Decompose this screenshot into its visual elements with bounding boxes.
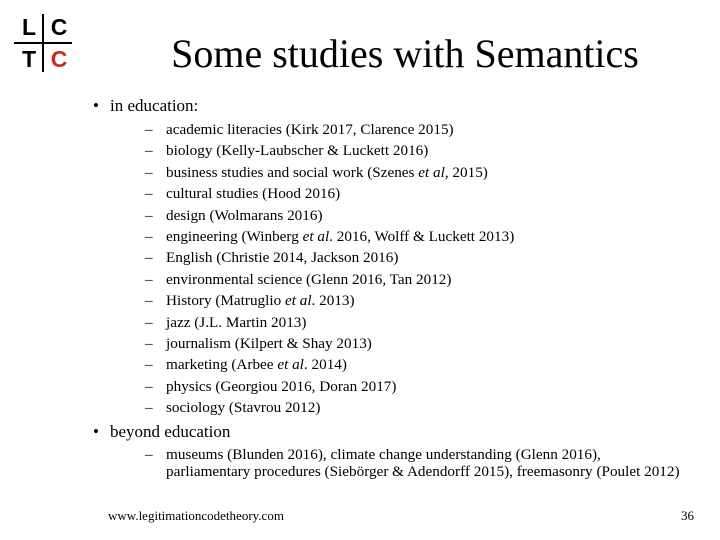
study-item-text: design (Wolmarans 2016): [166, 206, 323, 224]
study-item-text: English (Christie 2014, Jackson 2016): [166, 249, 399, 267]
logo-letter-c-bottom: C: [50, 46, 68, 72]
dash-marker: –: [145, 185, 153, 203]
bullet-in-education: [93, 96, 199, 116]
study-item-text: History (Matruglio: [166, 292, 285, 310]
study-item-text: jazz (J.L. Martin 2013): [166, 313, 307, 331]
study-item: [145, 247, 514, 268]
logo-letter-c-top: C: [50, 14, 68, 40]
study-item: [145, 183, 514, 204]
dash-marker: –: [145, 446, 153, 463]
study-item-text: marketing (Arbee: [166, 356, 278, 374]
study-item-text: business studies and social work (Szenes: [166, 163, 419, 181]
study-item-text: et al: [302, 228, 330, 246]
logo-letter-t: T: [21, 46, 37, 72]
beyond-education-text: museums (Blunden 2016), climate change understanding (Glenn 2016), parliamentary procedures (Siebörger & Adendorff 2015), freemasonry (Poulet 2012): [166, 446, 680, 480]
beyond-education-detail: [145, 446, 686, 480]
dash-marker: –: [145, 270, 153, 288]
bullet-dot: •: [93, 96, 99, 115]
study-item-text: physics (Georgiou 2016, Doran 2017): [166, 377, 397, 395]
bullet-beyond-education: [93, 422, 231, 442]
dash-marker: –: [145, 121, 153, 138]
study-item-text: . 2016, Wolff & Luckett 2013): [329, 228, 515, 246]
study-item: [145, 205, 514, 226]
study-item-text: engineering (Winberg: [166, 228, 303, 246]
study-item-text: cultural studies (Hood 2016): [166, 185, 341, 203]
study-item: [145, 140, 514, 161]
study-item-text: , 2015): [444, 163, 488, 181]
bullet-dot: •: [93, 422, 99, 441]
lctc-logo: [12, 12, 74, 74]
dash-marker: –: [145, 228, 153, 246]
dash-marker: –: [145, 142, 153, 160]
dash-marker: –: [145, 399, 153, 417]
study-item-text: . 2014): [303, 356, 347, 374]
dash-marker: –: [145, 206, 153, 224]
study-item: [145, 119, 514, 140]
study-item-text: environmental science (Glenn 2016, Tan 2012): [166, 270, 452, 288]
dash-marker: –: [145, 335, 153, 353]
study-item-text: . 2013): [311, 292, 355, 310]
bullet-label: in education:: [110, 96, 199, 115]
logo-letter-l: L: [21, 14, 37, 40]
study-item-text: et al: [284, 292, 312, 310]
study-item-text: journalism (Kilpert & Shay 2013): [166, 335, 372, 353]
education-studies-list: [145, 119, 515, 419]
slide-title: Some studies with Semantics: [171, 31, 639, 76]
study-item: [145, 354, 514, 375]
study-item: [145, 397, 514, 418]
study-item-text: sociology (Stavrou 2012): [166, 399, 321, 417]
dash-marker: –: [145, 292, 153, 310]
study-item-text: academic literacies (Kirk 2017, Clarence 2015): [166, 121, 454, 138]
study-item-text: et al: [277, 356, 304, 374]
footer-url[interactable]: www.legitimationcodetheory.com: [108, 508, 284, 523]
page-number: 36: [681, 508, 694, 523]
study-item: [145, 269, 514, 290]
study-item: [145, 290, 514, 311]
study-item: [145, 312, 514, 333]
dash-marker: –: [145, 356, 153, 374]
study-item: [145, 376, 514, 397]
dash-marker: –: [145, 249, 153, 267]
study-item: [145, 162, 514, 183]
study-item: [145, 226, 515, 247]
study-item-text: biology (Kelly-Laubscher & Luckett 2016): [166, 142, 429, 160]
dash-marker: –: [145, 377, 153, 395]
study-item-text: et al: [418, 163, 445, 181]
dash-marker: –: [145, 313, 153, 331]
study-item: [145, 333, 514, 354]
bullet-label: beyond education: [110, 422, 231, 441]
dash-marker: –: [145, 163, 153, 181]
